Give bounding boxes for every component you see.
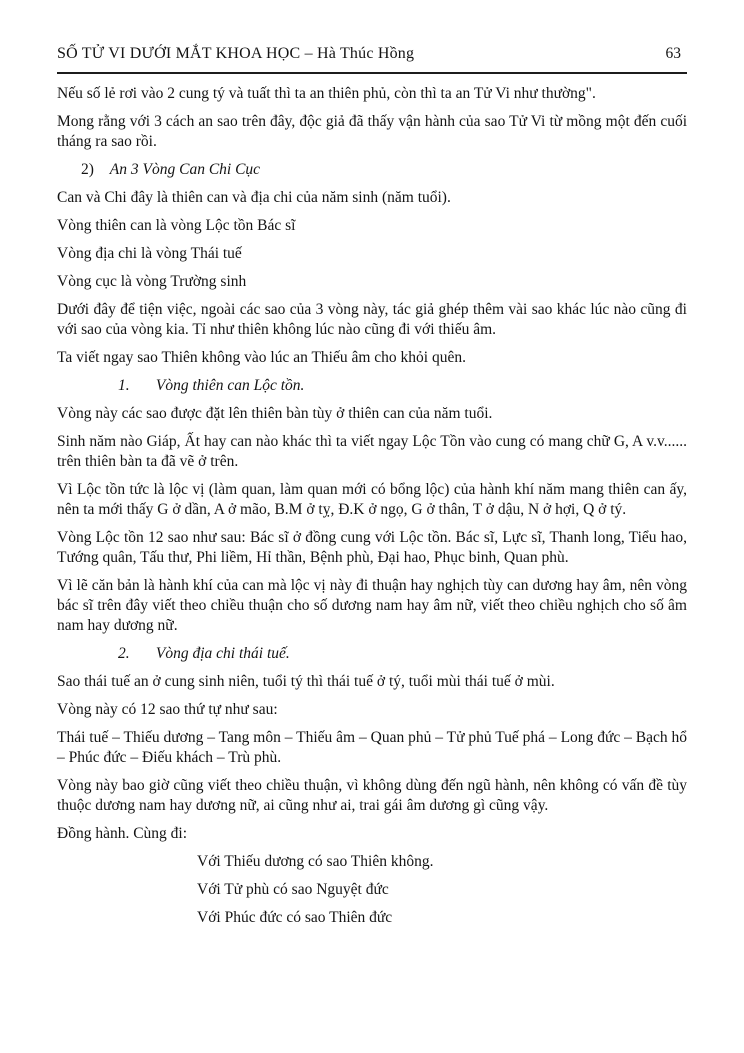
numbered-subheading: [118, 376, 687, 396]
paragraph: Vòng thiên can là vòng Lộc tồn Bác sĩ: [57, 217, 296, 234]
section-heading: [81, 160, 687, 180]
running-title: SỐ TỬ VI DƯỚI MẮT KHOA HỌC – Hà Thúc Hồng: [57, 45, 415, 62]
subheading-title: Vòng địa chi thái tuế.: [155, 645, 290, 662]
paragraph: Vì lẽ căn bản là hành khí của can mà lộc vị này đi thuận hay nghịch tùy can dương hay âm, nên vòng bác sĩ trên đây viết theo chiều thuận cho số dương nam hay âm nữ, viết theo chiều nghịch cho số âm nam hay dương nữ.: [57, 577, 687, 634]
numbered-subheading: [118, 644, 687, 664]
page-header: [57, 45, 687, 72]
paragraph: Sinh năm nào Giáp, Ất hay can nào khác thì ta viết ngay Lộc Tồn vào cung có mang chữ G, A v.v...... trên thiên bàn ta đã vẽ ở trên.: [57, 433, 687, 470]
paragraph: Vòng cục là vòng Trường sinh: [57, 273, 247, 290]
subheading-number: 1.: [118, 377, 130, 394]
paragraph: Sao thái tuế an ở cung sinh niên, tuổi tý thì thái tuế ở tý, tuổi mùi thái tuế ở mùi.: [57, 673, 555, 690]
paragraph: Nếu số lẻ rơi vào 2 cung tý và tuất thì ta an thiên phủ, còn thì ta an Tử Vi như thường".: [57, 85, 596, 102]
paragraph: Vòng địa chi là vòng Thái tuế: [57, 245, 242, 262]
indented-line: Với Tử phù có sao Nguyệt đức: [197, 881, 389, 898]
paragraph: Can và Chi đây là thiên can và địa chi của năm sinh (năm tuổi).: [57, 189, 451, 206]
subheading-title: Vòng thiên can Lộc tồn.: [155, 377, 305, 394]
section-title: An 3 Vòng Can Chi Cục: [109, 161, 261, 178]
paragraph: Vòng này các sao được đặt lên thiên bàn tùy ở thiên can của năm tuổi.: [57, 405, 493, 422]
paragraph: Vòng này có 12 sao thứ tự như sau:: [57, 701, 278, 718]
section-number: 2): [81, 161, 94, 178]
paragraph: Ta viết ngay sao Thiên không vào lúc an Thiếu âm cho khỏi quên.: [57, 349, 466, 366]
subheading-number: 2.: [118, 645, 130, 662]
paragraph: Dưới đây để tiện việc, ngoài các sao của 3 vòng này, tác giả ghép thêm vài sao khác lúc nào cũng đi với sao của vòng kia. Tỉ như thiên không lúc nào cũng đi với thiếu âm.: [57, 301, 687, 338]
paragraph: Vòng Lộc tồn 12 sao như sau: Bác sĩ ở đồng cung với Lộc tồn. Bác sĩ, Lực sĩ, Thanh long, Tiểu hao, Tướng quân, Tấu thư, Phi liềm, Hỉ thần, Bệnh phù, Đại hao, Phục binh, Quan phù.: [57, 529, 687, 566]
paragraph: Mong rằng với 3 cách an sao trên đây, độc giả đã thấy vận hành của sao Tử Vi từ mồng một đến cuối tháng ra sao rồi.: [57, 113, 687, 150]
paragraph: Vòng này bao giờ cũng viết theo chiều thuận, vì không dùng đến ngũ hành, nên không có vấn đề tùy thuộc dương nam hay dương nữ, ai cũng như ai, trai gái âm dương gì cũng vậy.: [57, 777, 687, 814]
paragraph: Vì Lộc tồn tức là lộc vị (làm quan, làm quan mới có bổng lộc) của hành khí năm mang thiên can ấy, nên ta mới thấy G ở dần, A ở mão, B.M ở tỵ, Đ.K ở ngọ, G ở thân, T ở dậu, N ở hợi, Q ở tý.: [57, 481, 687, 518]
indented-line: Với Phúc đức có sao Thiên đức: [197, 909, 393, 926]
indented-line: Với Thiếu dương có sao Thiên không.: [197, 853, 434, 870]
page-body: [57, 84, 687, 928]
page-number: 63: [665, 45, 681, 62]
paragraph: Thái tuế – Thiếu dương – Tang môn – Thiếu âm – Quan phủ – Tử phủ Tuế phá – Long đức – Bạch hổ – Phúc đức – Điếu khách – Trù phù.: [57, 729, 687, 766]
header-rule: [57, 72, 687, 74]
paragraph: Đồng hành. Cùng đi:: [57, 825, 188, 842]
